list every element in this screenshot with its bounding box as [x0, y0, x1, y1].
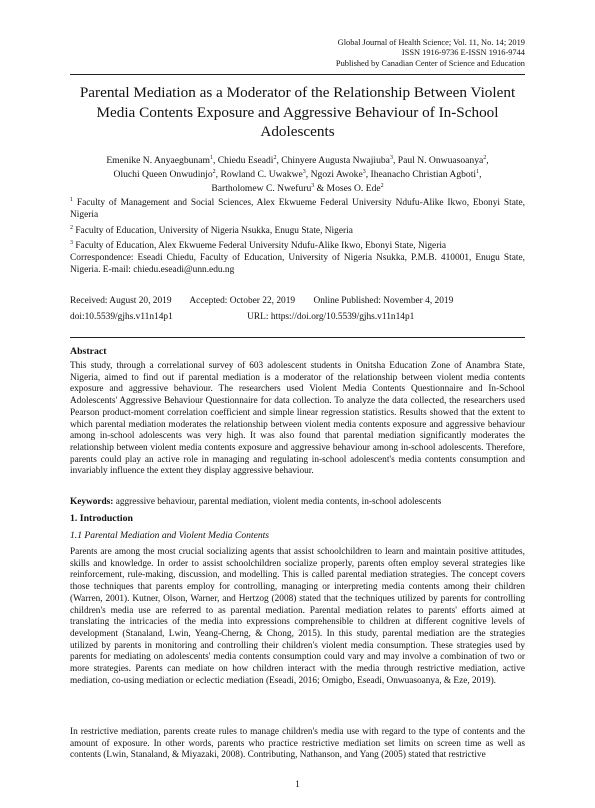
issn-line: ISSN 1916-9736 E-ISSN 1916-9744 — [401, 48, 525, 58]
author: Iheanacho Christian Agboti$^1$ — [370, 168, 480, 181]
author: Rowland C. Uwakwe$^3$ — [220, 168, 306, 181]
journal-line: Global Journal of Health Science; Vol. 11, No. 14; 2019 — [337, 38, 525, 47]
author: Oluchi Queen Onwudinjo$^2$ — [113, 168, 216, 181]
publisher-line: Published by Canadian Center of Science and Education — [335, 58, 525, 68]
keywords-label: Keywords: — [70, 497, 114, 507]
publication-dates — [70, 296, 525, 308]
affiliation-3: $^3$ Faculty of Education, Alex Ekwueme Federal University Ndufu-Alike Ikwo, Ebonyi State, Nigeria — [70, 240, 447, 252]
published-date: Online Published: November 4, 2019 — [313, 296, 454, 306]
author: Paul N. Onwuasoanya$^2$ — [397, 155, 487, 167]
subsection-heading: 1.1 Parental Mediation and Violent Media Contents — [70, 530, 270, 541]
doi: doi:10.5539/gjhs.v11n14p1 — [70, 312, 173, 322]
doi-url[interactable]: URL: https://doi.org/10.5539/gjhs.v11n14p1 — [247, 312, 415, 322]
accepted-date: Accepted: October 22, 2019 — [189, 296, 296, 306]
received-date: Received: August 20, 2019 — [70, 296, 172, 306]
author: Emenike N. Anyaegbunam$^1$ — [106, 155, 213, 167]
keywords — [70, 497, 525, 509]
running-head — [336, 38, 525, 69]
author: Chinyere Augusta Nwajiuba$^3$ — [281, 155, 393, 167]
author: Chiedu Eseadi$^2$ — [217, 155, 277, 167]
abstract-text: This study, through a correlational survey of 603 adolescent students in Onitsha Education Zone of Anambra State, Nigeria, aimed to find out if parental mediation is a moderator of the relationship between violent media contents exposure and aggressive behaviour. The researchers used Violent Media Contents Questionnaire and In-School Adolescents' Aggressive Behaviour Questionnaire for data collection. To analyze the data collected, the researchers used Pearson product-moment correlation coefficient and simple linear regression statistics. Results showed that the extent to which parental mediation moderates the relationship between violent media contents exposure and aggressive behaviour among in-school adolescents was very high. It was also found that parental mediation significantly moderates the relationship between violent media contents exposure and aggressive behaviour among in-school adolescents. Therefore, parents could play an active role in managing and regulating in-school adolescent's media contents consumption and invariably influence the extent they display aggressive behaviour. — [70, 361, 525, 477]
abstract-heading: Abstract — [70, 346, 107, 357]
affiliation-1: $^1$ Faculty of Management and Social Sciences, Alex Ekwueme Federal University Ndufu-Alike Ikwo, Ebonyi State, Nigeria — [70, 197, 525, 220]
author-list: Emenike N. Anyaegbunam$^1$, Chiedu Eseadi$^2$, Chinyere Augusta Nwajiuba$^3$, Paul N. Onwuasoanya$^2$, Oluchi Queen Onwudinjo$^2$, Rowland C. Uwakwe$^3$, Ngozi Awoke$^3$, Iheanacho Christian Agboti$^1$, Bartholomew C. Nwefuru$^3$ & Moses O. Ede$^2$ — [106, 155, 489, 195]
author: Bartholomew C. Nwefuru$^3$ — [211, 182, 315, 195]
article-title: Parental Mediation as a Moderator of the Relationship Between Violent Media Contents Exposure and Aggressive Behaviour of In-School Adolescents — [79, 84, 516, 141]
affiliation-2: $^2$ Faculty of Education, University of Nigeria Nsukka, Enugu State, Nigeria — [70, 225, 353, 237]
header-rule — [70, 74, 525, 75]
body-paragraph: In restrictive mediation, parents create rules to manage children's media use with regard to the type of contents and the amount of exposure. In other words, parents who practice restrictive mediation set limits on screen time as well as contents (Lwin, Stanaland, & Miyazaki, 2008). Contributing, Nathanson, and Yang (2005) stated that restrictive — [70, 727, 525, 761]
body-paragraph: Parents are among the most crucial socializing agents that assist schoolchildren to learn and maintain positive attitudes, skills and knowledge. In order to assist schoolchildren socialize properly, parents often employ several strategies like reinforcement, rule-making, discussion, and modelling. This is called parental mediation strategies. The concept covers those techniques that parents employ for controlling, managing or interpreting media contents among their children (Warren, 2001). Kutner, Olson, Warner, and Hertzog (2008) stated that the techniques utilized by parents for controlling children's media use are referred to as parental mediation. Parental mediation relates to parents' efforts aimed at translating the intricacies of the media into expressions comprehensible to children at different cognitive levels of development (Stanaland, Lwin, Yeang-Cherng, & Chong, 2015). In this study, parental mediation are the strategies utilized by parents in monitoring and controlling their children's violent media consumption. These strategies used by parents for mediating on adolescents' media contents consumption could vary and may involve a combination of two or more strategies. Parents can mediate on how children interact with the media through restrictive mediation, active mediation, co-using mediation or eclectic mediation (Eseadi, 2016; Omigbo, Eseadi, Onwuasoanya, & Eze, 2019). — [70, 547, 525, 686]
author: Ngozi Awoke$^3$ — [310, 168, 366, 181]
doi-line — [70, 312, 525, 324]
keywords-text: aggressive behaviour, parental mediation, violent media contents, in-school adolescents — [115, 497, 442, 507]
section-rule — [70, 337, 525, 338]
section-heading: 1. Introduction — [70, 513, 133, 524]
correspondence: Correspondence: Eseadi Chiedu, Faculty of Education, University of Nigeria Nsukka, P.M.B. 410001, Enugu State, Nigeria. E-mail: chiedu.eseadi@unn.edu.ng — [70, 253, 525, 275]
page-number: 1 — [295, 780, 300, 790]
author: Moses O. Ede$^2$ — [326, 182, 384, 195]
